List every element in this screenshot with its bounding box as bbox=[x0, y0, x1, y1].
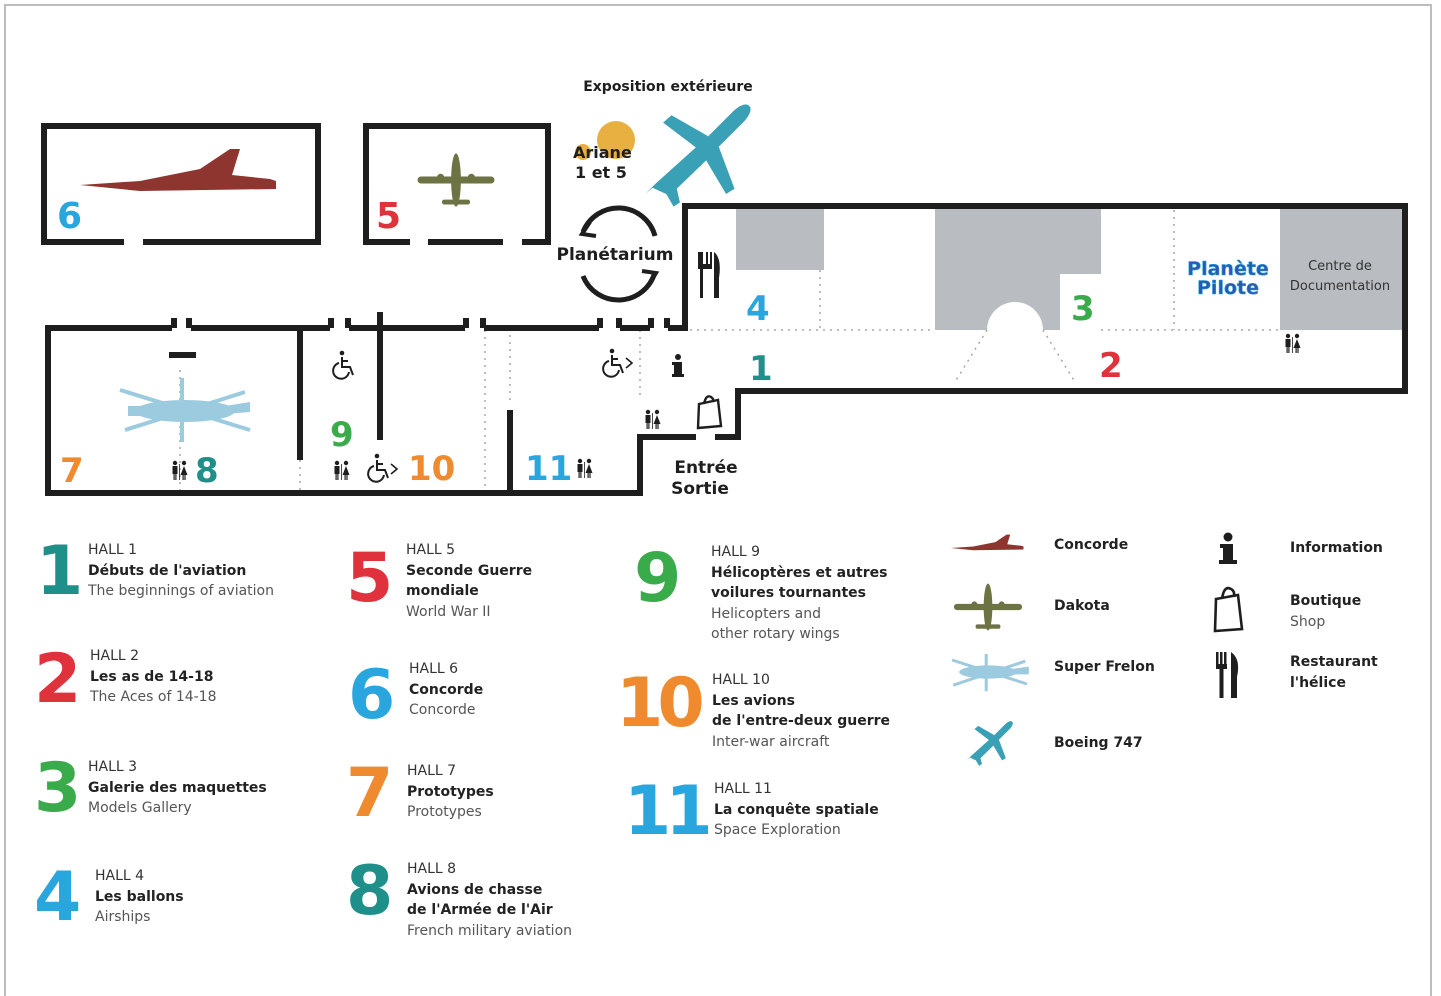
hall-number-2: 2 bbox=[1099, 346, 1123, 386]
planete-pilote-logo-2: Pilote bbox=[1197, 277, 1259, 299]
legend-hall-french-title: Hélicoptères et autres bbox=[711, 564, 888, 581]
hall-number-1: 1 bbox=[749, 349, 773, 389]
super-frelon-icon bbox=[952, 654, 1029, 691]
legend-hall-french-title: de l'Armée de l'Air bbox=[407, 902, 553, 918]
legend-hall-french-title: Galerie des maquettes bbox=[88, 779, 267, 796]
toilets-icon bbox=[335, 461, 350, 480]
hall-number-7: 7 bbox=[60, 451, 84, 491]
legend-hall-english-title: The Aces of 14-18 bbox=[90, 689, 217, 705]
boeing-747-icon bbox=[967, 721, 1013, 766]
hall-number-8: 8 bbox=[195, 451, 219, 491]
concorde-icon bbox=[80, 149, 276, 191]
information-icon bbox=[1219, 533, 1237, 565]
toilets-icon bbox=[173, 461, 188, 480]
dakota-icon bbox=[954, 583, 1022, 630]
legend-hall-french-title: voilures tournantes bbox=[711, 585, 866, 601]
legend-hall-english-title: French military aviation bbox=[407, 922, 573, 939]
legend-hall-french-title: Seconde Guerre bbox=[406, 562, 533, 579]
legend-hall-number: 1 bbox=[36, 532, 84, 611]
hall-number-5: 5 bbox=[376, 196, 402, 237]
ariane-label-2: 1 et 5 bbox=[575, 163, 627, 182]
legend-hall-label: HALL 11 bbox=[714, 781, 772, 797]
super-frelon-icon bbox=[120, 378, 250, 442]
legend-hall-label: HALL 4 bbox=[95, 868, 145, 884]
legend-hall-french-title: Prototypes bbox=[407, 783, 494, 800]
hall-number-3: 3 bbox=[1071, 289, 1095, 329]
key-boeing-747: Boeing 747 bbox=[1054, 735, 1143, 751]
toilets-icon bbox=[1286, 334, 1301, 353]
legend-hall-label: HALL 10 bbox=[712, 672, 770, 688]
legend-hall-number: 5 bbox=[346, 539, 394, 618]
legend-hall-number: 4 bbox=[34, 858, 82, 937]
legend-hall-number: 7 bbox=[346, 754, 394, 833]
legend-hall-english-title: Prototypes bbox=[407, 804, 482, 820]
legend-hall-english-title: Models Gallery bbox=[88, 800, 192, 816]
restaurant-icon bbox=[698, 252, 720, 298]
key-information: Information bbox=[1290, 540, 1383, 556]
hall-number-9: 9 bbox=[330, 415, 354, 455]
legend-hall-english-title: Concorde bbox=[409, 702, 476, 718]
legend-hall-label: HALL 1 bbox=[88, 542, 138, 558]
legend-hall-french-title: de l'entre-deux guerre bbox=[712, 713, 891, 729]
documentation-label-1: Centre de bbox=[1308, 259, 1372, 274]
hall-number-11: 11 bbox=[525, 449, 573, 489]
key-super-frelon: Super Frelon bbox=[1054, 659, 1155, 675]
legend-hall-french-title: Les as de 14-18 bbox=[90, 668, 214, 685]
planete-pilote-logo-1: Planète bbox=[1187, 258, 1269, 280]
wheelchair-icon bbox=[333, 351, 353, 379]
legend-hall-french-title: Les avions bbox=[712, 692, 795, 709]
information-icon bbox=[672, 354, 684, 377]
ariane-label-1: Ariane bbox=[573, 143, 632, 162]
hall-number-4: 4 bbox=[746, 289, 770, 329]
legend-hall-french-title: Concorde bbox=[409, 681, 484, 698]
hall-7-exhibit-bar bbox=[169, 352, 196, 358]
wheelchair-icon bbox=[603, 349, 623, 377]
boutique-icon bbox=[1215, 588, 1242, 631]
legend-hall-french-title: Débuts de l'aviation bbox=[88, 562, 247, 579]
legend-hall-label: HALL 2 bbox=[90, 648, 140, 664]
key-restaurant: Restaurant l'hélice bbox=[1290, 654, 1378, 691]
toilets-icon bbox=[578, 459, 593, 478]
legend-hall-french-title: Avions de chasse bbox=[407, 881, 543, 898]
legend-hall-label: HALL 6 bbox=[409, 661, 459, 677]
hall-4-zone bbox=[736, 208, 824, 270]
outdoor-exhibition-title: Exposition extérieure bbox=[583, 79, 753, 95]
legend-hall-english-title: World War II bbox=[406, 603, 491, 620]
legend-hall-label: HALL 3 bbox=[88, 759, 138, 775]
legend-hall-label: HALL 9 bbox=[711, 544, 761, 560]
legend-hall-french-title: La conquête spatiale bbox=[714, 801, 879, 818]
legend-hall-english-title: other rotary wings bbox=[711, 626, 840, 642]
entrance-label: Entrée bbox=[674, 458, 738, 478]
main-building-walls bbox=[48, 206, 1405, 493]
legend-hall-number: 6 bbox=[348, 656, 396, 735]
legend-hall-number: 10 bbox=[616, 664, 699, 743]
exit-label: Sortie bbox=[671, 479, 729, 499]
legend-hall-english-title: Space Exploration bbox=[714, 822, 841, 838]
legend-hall-number: 3 bbox=[34, 749, 82, 828]
boutique-icon bbox=[698, 396, 721, 428]
restaurant-icon bbox=[1216, 652, 1238, 698]
documentation-label-2: Documentation bbox=[1289, 279, 1391, 294]
concorde-icon bbox=[951, 535, 1024, 551]
key-concorde: Concorde bbox=[1054, 537, 1129, 553]
legend-hall-number: 8 bbox=[346, 852, 394, 931]
legend-hall-english-title: Airships bbox=[95, 909, 151, 925]
legend-hall-english-title: The beginnings of aviation bbox=[88, 583, 274, 599]
legend-hall-label: HALL 7 bbox=[407, 763, 457, 779]
key-boutique: Boutique Shop bbox=[1290, 593, 1362, 630]
legend-hall-number: 2 bbox=[34, 640, 82, 719]
hall-number-10: 10 bbox=[408, 449, 456, 489]
key-dakota: Dakota bbox=[1054, 598, 1110, 614]
legend-hall-label: HALL 8 bbox=[407, 861, 457, 877]
legend-hall-label: HALL 5 bbox=[406, 542, 456, 558]
aircraft-key-icons bbox=[940, 525, 1040, 775]
legend-hall-english-title: Inter-war aircraft bbox=[712, 733, 830, 750]
toilets-icon bbox=[646, 410, 661, 429]
legend-hall-number: 9 bbox=[634, 539, 682, 618]
hall-number-6: 6 bbox=[57, 196, 83, 237]
services-key-icons bbox=[1200, 525, 1260, 705]
legend-hall-french-title: mondiale bbox=[406, 583, 479, 599]
legend-hall-number: 11 bbox=[624, 772, 707, 851]
wheelchair-icon bbox=[368, 454, 388, 482]
legend-hall-french-title: Les ballons bbox=[95, 888, 184, 905]
dakota-icon bbox=[418, 153, 495, 206]
boeing-747-icon bbox=[645, 104, 750, 206]
planetarium-label: Planétarium bbox=[556, 245, 674, 265]
legend-hall-english-title: Helicopters and bbox=[711, 605, 822, 622]
